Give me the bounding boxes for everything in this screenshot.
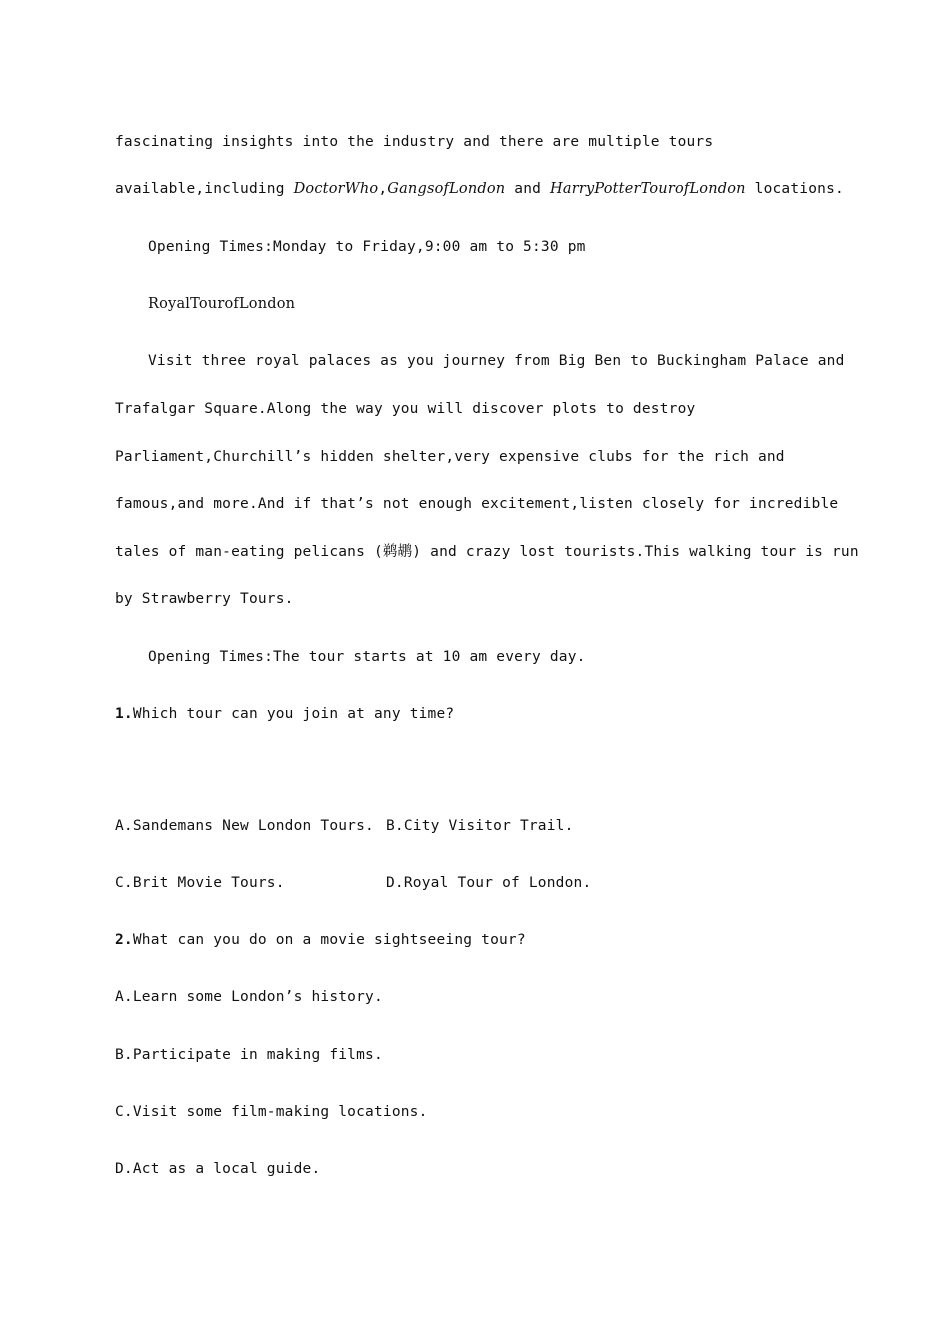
- movie-title-gangs-of-london: GangsofLondon: [387, 181, 506, 197]
- passage-line-2-suffix: locations.: [745, 181, 844, 197]
- question-2: [115, 930, 526, 950]
- option-b[interactable]: B.City Visitor Trail.: [386, 818, 574, 834]
- royal-paragraph-line-3: Parliament,Churchill’s hidden shelter,very expensive clubs for the rich and: [115, 449, 785, 465]
- movie-title-doctor-who: DoctorWho: [293, 181, 379, 197]
- passage-line-2-prefix: available,including: [115, 181, 294, 197]
- royal-paragraph-line-2: Trafalgar Square.Along the way you will discover plots to destroy: [115, 401, 696, 417]
- question-2-option-d[interactable]: D.Act as a local guide.: [115, 1161, 321, 1177]
- question-2-text: What can you do on a movie sightseeing tour?: [132, 932, 526, 948]
- question-2-number: 2.: [115, 932, 133, 948]
- question-1-options-row-2: [115, 873, 815, 893]
- movie-title-harry-potter: HarryPotterTourofLondon: [550, 181, 746, 197]
- opening-times-movie: Opening Times:Monday to Friday,9:00 am to 5:30 pm: [148, 239, 586, 255]
- comma: ,: [378, 181, 388, 197]
- option-d[interactable]: D.Royal Tour of London.: [386, 875, 592, 891]
- question-1-text: Which tour can you join at any time?: [132, 706, 455, 722]
- passage-line-1: fascinating insights into the industry and there are multiple tours: [115, 134, 714, 150]
- question-1: [115, 704, 454, 724]
- royal-paragraph-line-4: famous,and more.And if that’s not enough excitement,listen closely for incredible: [115, 496, 839, 512]
- option-c[interactable]: C.Brit Movie Tours.: [115, 875, 285, 891]
- question-2-option-c[interactable]: C.Visit some film-making locations.: [115, 1104, 428, 1120]
- option-a[interactable]: A.Sandemans New London Tours.: [115, 818, 374, 834]
- opening-times-royal: Opening Times:The tour starts at 10 am every day.: [148, 649, 586, 665]
- and-word: and: [505, 181, 550, 197]
- question-1-options-row-1: [115, 816, 815, 836]
- royal-paragraph-line-6: by Strawberry Tours.: [115, 591, 294, 607]
- royal-paragraph-line-1: Visit three royal palaces as you journey from Big Ben to Buckingham Palace and: [148, 353, 845, 369]
- passage-line-2: [115, 179, 844, 199]
- royal-paragraph-line-5: tales of man-eating pelicans (鹈鹕) and crazy lost tourists.This walking tour is run: [115, 544, 859, 560]
- question-2-option-a[interactable]: A.Learn some London’s history.: [115, 989, 383, 1005]
- question-2-option-b[interactable]: B.Participate in making films.: [115, 1047, 383, 1063]
- royal-tour-heading: RoyalTourofLondon: [148, 296, 296, 312]
- question-1-number: 1.: [115, 706, 133, 722]
